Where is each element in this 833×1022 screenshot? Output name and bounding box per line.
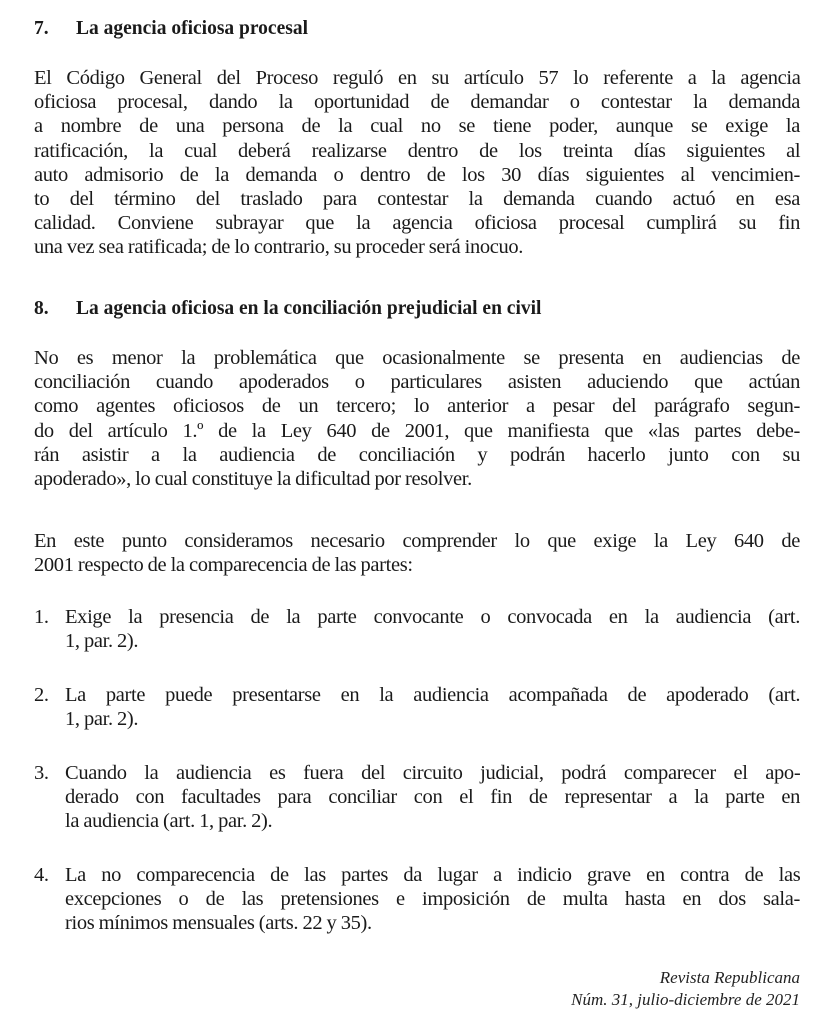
section-8-paragraph-2 [34, 529, 800, 577]
list-item [34, 605, 800, 653]
journal-name: Revista Republicana [659, 968, 800, 987]
list-item-line: derado con facultades para conciliar con el fin de representar a la parte en [65, 786, 800, 809]
section-8-number: 8. [34, 298, 49, 319]
section-7-paragraph [34, 66, 800, 260]
paragraph-line: a nombre de una persona de la cual no se tiene poder, aunque se exige la [34, 115, 800, 138]
list-item-line: 1, par. 2). [65, 630, 139, 653]
section-7-number: 7. [34, 18, 49, 39]
section-8-title: La agencia oficiosa en la conciliación prejudicial en civil [76, 298, 542, 319]
list-marker: 4. [34, 864, 49, 886]
list-item [34, 683, 800, 731]
list-item-line: La no comparecencia de las partes da lugar a indicio grave en contra de las [65, 864, 801, 886]
list-marker: 1. [34, 606, 49, 628]
paragraph-line: En este punto consideramos necesario comprender lo que exige la Ley 640 de [34, 530, 800, 552]
section-8-paragraph-1 [34, 346, 800, 491]
section-8-heading [34, 297, 541, 321]
paragraph-line: calidad. Conviene subrayar que la agencia oficiosa procesal cumplirá su fin [34, 212, 800, 235]
paragraph-line: oficiosa procesal, dando la oportunidad de demandar o contestar la demanda [34, 91, 800, 114]
paragraph-line: El Código General del Proceso reguló en su artículo 57 lo referente a la agencia [34, 67, 801, 89]
list-item [34, 863, 800, 936]
list-item-line: la audiencia (art. 1, par. 2). [65, 810, 273, 833]
paragraph-line: apoderado», lo cual constituye la dificultad por resolver. [34, 468, 472, 491]
paragraph-line: como agentes oficiosos de un tercero; lo anterior a pesar del parágrafo segun- [34, 395, 800, 418]
paragraph-line: una vez sea ratificada; de lo contrario, su proceder será inocuo. [34, 236, 524, 259]
section-7-title: La agencia oficiosa procesal [76, 18, 308, 39]
list-marker: 3. [34, 762, 49, 784]
list-item-line: excepciones o de las pretensiones e imposición de multa hasta en dos sala- [65, 888, 800, 911]
list-item [34, 761, 800, 834]
list-item-line: Exige la presencia de la parte convocante o convocada en la audiencia (art. [65, 606, 800, 628]
paragraph-line: 2001 respecto de la comparecencia de las partes: [34, 554, 413, 577]
journal-issue: Núm. 31, julio-diciembre de 2021 [571, 990, 800, 1009]
list-item-line: La parte puede presentarse en la audiencia acompañada de apoderado (art. [65, 684, 801, 706]
list-marker: 2. [34, 684, 49, 706]
section-7-heading [34, 17, 308, 41]
paragraph-line: do del artículo 1.º de la Ley 640 de 2001, que manifiesta que «las partes debe- [34, 419, 800, 442]
paragraph-line: auto admisorio de la demanda o dentro de los 30 días siguientes al vencimien- [34, 163, 801, 186]
paragraph-line: No es menor la problemática que ocasionalmente se presenta en audiencias de [34, 347, 800, 369]
page-footer [571, 967, 800, 1011]
paragraph-line: ratificación, la cual deberá realizarse dentro de los treinta días siguientes al [34, 139, 801, 162]
paragraph-line: conciliación cuando apoderados o particulares asisten aduciendo que actúan [34, 371, 800, 394]
list-item-line: rios mínimos mensuales (arts. 22 y 35). [65, 912, 372, 935]
list-item-line: Cuando la audiencia es fuera del circuito judicial, podrá comparecer el apo- [65, 762, 801, 784]
paragraph-line: rán asistir a la audiencia de conciliación y podrán hacerlo junto con su [34, 443, 800, 466]
list-item-line: 1, par. 2). [65, 708, 139, 731]
paragraph-line: to del término del traslado para contestar la demanda cuando actuó en esa [34, 188, 800, 211]
